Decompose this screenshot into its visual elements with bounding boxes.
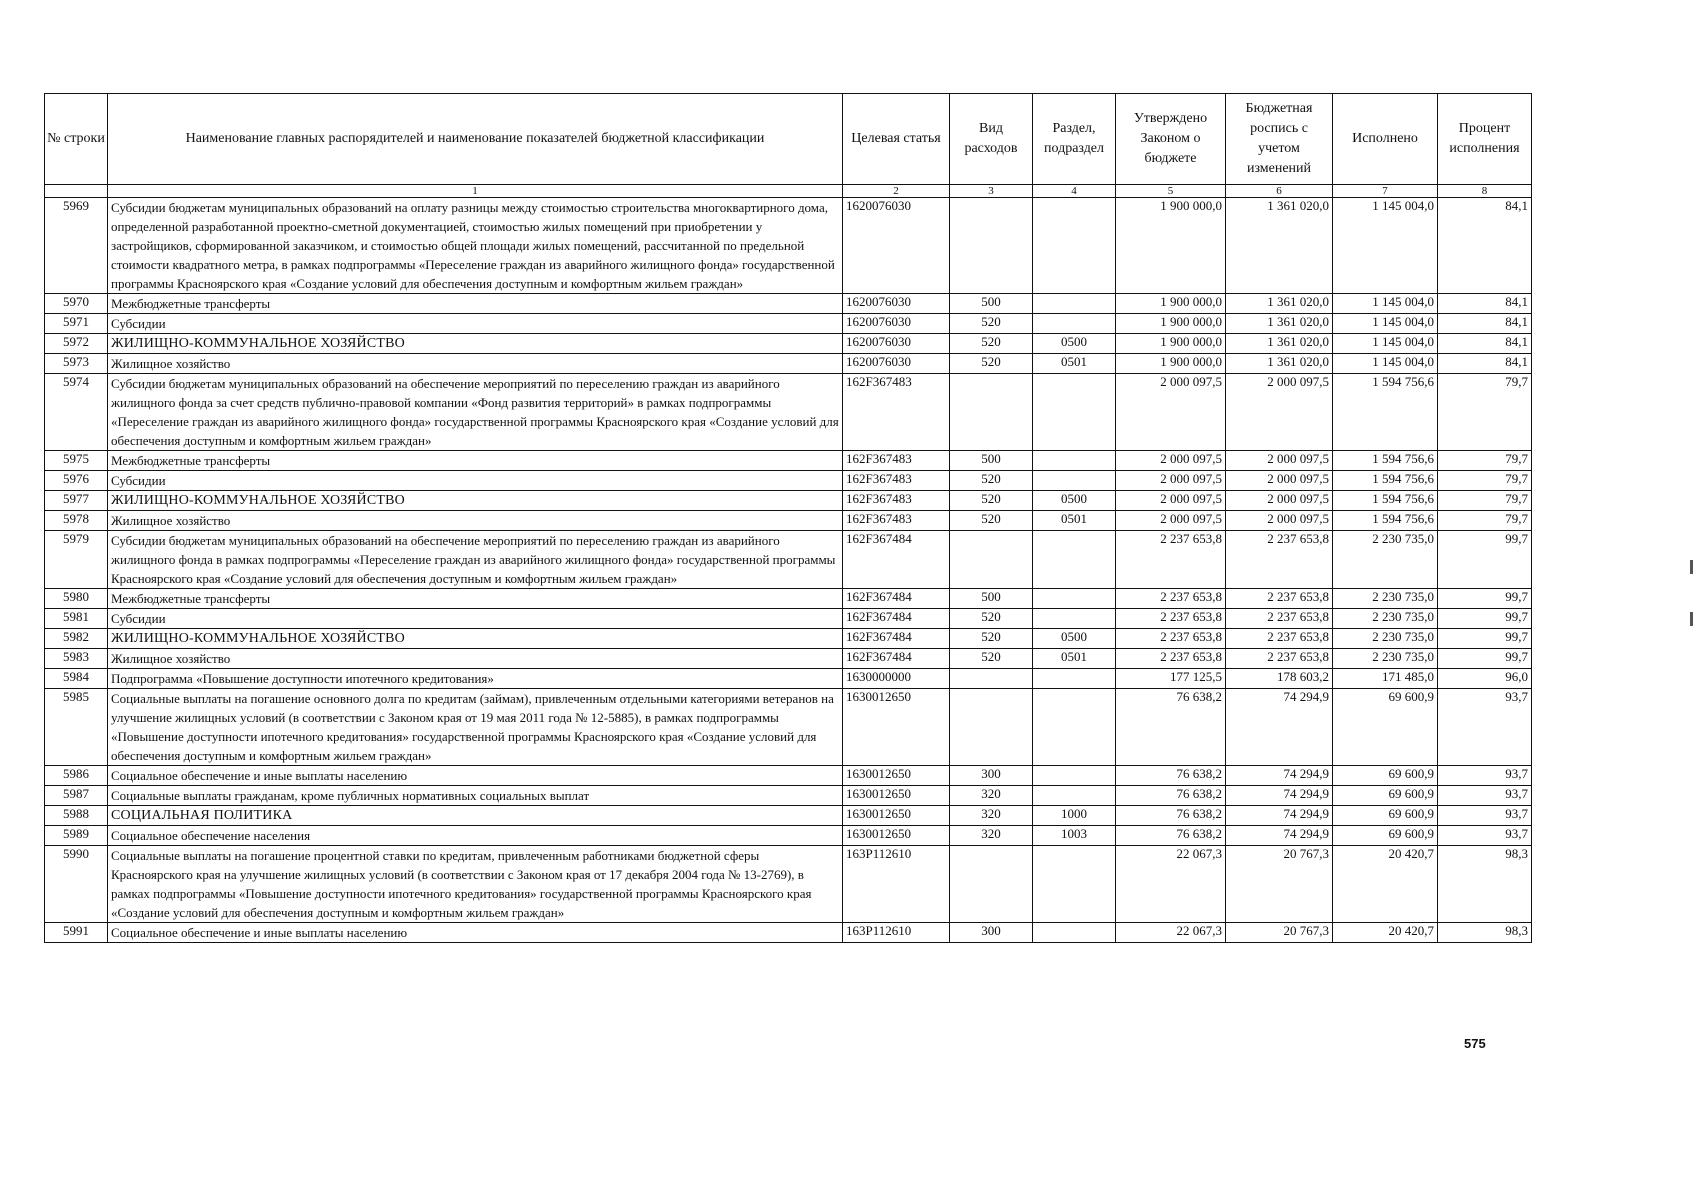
cell-target: 162F367483 — [843, 451, 950, 471]
cell-name: Социальные выплаты гражданам, кроме публичных нормативных социальных выплат — [108, 786, 843, 806]
cell-schedule: 74 294,9 — [1226, 806, 1333, 826]
table-row — [45, 589, 1532, 609]
cell-percent: 84,1 — [1438, 198, 1532, 294]
cell-name: Социальные выплаты на погашение основного долга по кредитам (займам), привлеченным отдельными категориями ветеранов на улучшение жилищных условий (в соответствии с Законом края от 19 мая 2011 года № 12-5885), в рамках подпрограммы «Повышение доступности ипотечного кредитования» государственной программы Красноярского края «Создание условий для обеспечения доступным и комфортным жильем граждан» — [108, 689, 843, 766]
header-row — [45, 94, 1532, 185]
cell-executed: 2 230 735,0 — [1333, 609, 1438, 629]
cell-executed: 20 420,7 — [1333, 846, 1438, 923]
column-number: 3 — [950, 185, 1033, 198]
cell-schedule: 1 361 020,0 — [1226, 354, 1333, 374]
cell-schedule: 2 237 653,8 — [1226, 531, 1333, 589]
cell-schedule: 2 000 097,5 — [1226, 491, 1333, 511]
table-body — [45, 198, 1532, 943]
cell-section — [1033, 198, 1116, 294]
cell-schedule: 74 294,9 — [1226, 826, 1333, 846]
cell-exp-type: 520 — [950, 471, 1033, 491]
cell-name: Жилищное хозяйство — [108, 354, 843, 374]
cell-section: 0501 — [1033, 649, 1116, 669]
cell-approved: 2 237 653,8 — [1116, 531, 1226, 589]
cell-approved: 2 237 653,8 — [1116, 589, 1226, 609]
page-number: 575 — [1464, 1036, 1486, 1051]
cell-target: 1620076030 — [843, 198, 950, 294]
table-row — [45, 629, 1532, 649]
cell-percent: 96,0 — [1438, 669, 1532, 689]
cell-row-no: 5980 — [45, 589, 108, 609]
cell-exp-type — [950, 689, 1033, 766]
cell-row-no: 5969 — [45, 198, 108, 294]
cell-row-no: 5991 — [45, 923, 108, 943]
cell-executed: 1 145 004,0 — [1333, 354, 1438, 374]
cell-schedule: 20 767,3 — [1226, 846, 1333, 923]
cell-name: ЖИЛИЩНО-КОММУНАЛЬНОЕ ХОЗЯЙСТВО — [108, 491, 843, 511]
cell-name: Субсидии бюджетам муниципальных образований на обеспечение мероприятий по переселению граждан из аварийного жилищного фонда за счет средств публично-правовой компании «Фонд развития территорий» в рамках подпрограммы «Переселение граждан из аварийного жилищного фонда» государственной программы Красноярского края «Создание условий для обеспечения доступным и комфортным жильем граждан» — [108, 374, 843, 451]
cell-name: Субсидии бюджетам муниципальных образований на обеспечение мероприятий по переселению граждан из аварийного жилищного фонда в рамках подпрограммы «Переселение граждан из аварийного жилищного фонда» государственной программы Красноярского края «Создание условий для обеспечения доступным и комфортным жильем граждан» — [108, 531, 843, 589]
cell-percent: 79,7 — [1438, 491, 1532, 511]
table-row — [45, 491, 1532, 511]
cell-schedule: 178 603,2 — [1226, 669, 1333, 689]
cell-target: 162F367484 — [843, 589, 950, 609]
cell-section — [1033, 451, 1116, 471]
cell-percent: 98,3 — [1438, 923, 1532, 943]
cell-target: 1630012650 — [843, 806, 950, 826]
header-section: Раздел, подраздел — [1033, 94, 1116, 185]
column-number: 5 — [1116, 185, 1226, 198]
cell-name: Субсидии бюджетам муниципальных образований на оплату разницы между стоимостью строительства многоквартирного дома, определенной разработанной проектно-сметной документацией, стоимостью жилых помещений при приобретении у застройщиков, сформированной заказчиком, и стоимостью общей площади жилых помещений, рассчитанной по предельной стоимости квадратного метра, в рамках подпрограммы «Переселение граждан из аварийного жилищного фонда» государственной программы Красноярского края «Создание условий для обеспечения доступным и комфортным жильем граждан» — [108, 198, 843, 294]
cell-executed: 1 594 756,6 — [1333, 511, 1438, 531]
cell-section — [1033, 786, 1116, 806]
cell-name: Межбюджетные трансферты — [108, 294, 843, 314]
cell-row-no: 5975 — [45, 451, 108, 471]
cell-executed: 1 594 756,6 — [1333, 491, 1438, 511]
cell-percent: 93,7 — [1438, 826, 1532, 846]
table-row — [45, 531, 1532, 589]
cell-exp-type: 520 — [950, 511, 1033, 531]
cell-schedule: 2 000 097,5 — [1226, 471, 1333, 491]
cell-schedule: 74 294,9 — [1226, 786, 1333, 806]
cell-name: Социальное обеспечение и иные выплаты населению — [108, 766, 843, 786]
cell-section — [1033, 294, 1116, 314]
cell-row-no: 5989 — [45, 826, 108, 846]
cell-percent: 84,1 — [1438, 354, 1532, 374]
cell-target: 162F367483 — [843, 511, 950, 531]
cell-section: 1000 — [1033, 806, 1116, 826]
table-row — [45, 689, 1532, 766]
cell-exp-type: 500 — [950, 589, 1033, 609]
cell-name: Субсидии — [108, 471, 843, 491]
cell-executed: 1 145 004,0 — [1333, 334, 1438, 354]
cell-section — [1033, 846, 1116, 923]
cell-exp-type — [950, 669, 1033, 689]
cell-target: 1620076030 — [843, 354, 950, 374]
cell-executed: 69 600,9 — [1333, 806, 1438, 826]
cell-target: 1630012650 — [843, 766, 950, 786]
cell-target: 1620076030 — [843, 334, 950, 354]
cell-row-no: 5976 — [45, 471, 108, 491]
table-row — [45, 354, 1532, 374]
cell-target: 163P112610 — [843, 923, 950, 943]
cell-exp-type: 300 — [950, 766, 1033, 786]
cell-exp-type — [950, 846, 1033, 923]
header-approved: Утверждено Законом о бюджете — [1116, 94, 1226, 185]
cell-schedule: 1 361 020,0 — [1226, 198, 1333, 294]
cell-schedule: 74 294,9 — [1226, 766, 1333, 786]
cell-approved: 76 638,2 — [1116, 806, 1226, 826]
cell-approved: 2 000 097,5 — [1116, 374, 1226, 451]
cell-target: 1630012650 — [843, 689, 950, 766]
cell-exp-type: 520 — [950, 491, 1033, 511]
cell-approved: 1 900 000,0 — [1116, 314, 1226, 334]
cell-approved: 1 900 000,0 — [1116, 354, 1226, 374]
cell-schedule: 2 237 653,8 — [1226, 629, 1333, 649]
cell-section: 0500 — [1033, 334, 1116, 354]
cell-exp-type: 520 — [950, 334, 1033, 354]
cell-row-no: 5982 — [45, 629, 108, 649]
cell-exp-type: 520 — [950, 649, 1033, 669]
cell-exp-type: 500 — [950, 294, 1033, 314]
cell-name: Социальные выплаты на погашение процентной ставки по кредитам, привлеченным работниками бюджетной сферы Красноярского края на улучшение жилищных условий (в соответствии с Законом края от 17 декабря 2004 года № 13-2769), в рамках подпрограммы «Повышение доступности ипотечного кредитования» государственной программы Красноярского края «Создание условий для обеспечения доступным и комфортным жильем граждан» — [108, 846, 843, 923]
cell-executed: 1 145 004,0 — [1333, 198, 1438, 294]
header-target: Целевая статья — [843, 94, 950, 185]
column-numbers-row — [45, 185, 1532, 198]
table-row — [45, 334, 1532, 354]
cell-percent: 84,1 — [1438, 294, 1532, 314]
cell-approved: 22 067,3 — [1116, 846, 1226, 923]
cell-exp-type — [950, 531, 1033, 589]
table-row — [45, 826, 1532, 846]
cell-executed: 2 230 735,0 — [1333, 531, 1438, 589]
cell-target: 1630012650 — [843, 786, 950, 806]
table-row — [45, 923, 1532, 943]
cell-target: 163P112610 — [843, 846, 950, 923]
column-number: 8 — [1438, 185, 1532, 198]
cell-approved: 2 237 653,8 — [1116, 649, 1226, 669]
table-row — [45, 669, 1532, 689]
cell-percent: 79,7 — [1438, 471, 1532, 491]
cell-row-no: 5988 — [45, 806, 108, 826]
table-row — [45, 451, 1532, 471]
cell-section — [1033, 669, 1116, 689]
cell-approved: 2 000 097,5 — [1116, 471, 1226, 491]
table-row — [45, 294, 1532, 314]
cell-exp-type: 320 — [950, 806, 1033, 826]
cell-section: 0500 — [1033, 629, 1116, 649]
cell-section — [1033, 531, 1116, 589]
cell-row-no: 5973 — [45, 354, 108, 374]
cell-approved: 2 000 097,5 — [1116, 451, 1226, 471]
cell-executed: 1 145 004,0 — [1333, 294, 1438, 314]
budget-execution-table — [44, 93, 1532, 943]
cell-target: 162F367484 — [843, 531, 950, 589]
cell-target: 1630012650 — [843, 826, 950, 846]
table-row — [45, 786, 1532, 806]
cell-schedule: 2 237 653,8 — [1226, 649, 1333, 669]
cell-exp-type: 520 — [950, 354, 1033, 374]
cell-executed: 69 600,9 — [1333, 766, 1438, 786]
cell-section — [1033, 589, 1116, 609]
cell-percent: 99,7 — [1438, 589, 1532, 609]
scan-edge-mark — [1690, 560, 1693, 574]
cell-row-no: 5981 — [45, 609, 108, 629]
cell-executed: 20 420,7 — [1333, 923, 1438, 943]
column-number: 4 — [1033, 185, 1116, 198]
cell-exp-type: 520 — [950, 609, 1033, 629]
cell-row-no: 5990 — [45, 846, 108, 923]
cell-schedule: 2 237 653,8 — [1226, 609, 1333, 629]
cell-percent: 93,7 — [1438, 806, 1532, 826]
cell-name: Субсидии — [108, 314, 843, 334]
cell-percent: 79,7 — [1438, 374, 1532, 451]
cell-percent: 84,1 — [1438, 314, 1532, 334]
cell-percent: 93,7 — [1438, 689, 1532, 766]
cell-schedule: 2 000 097,5 — [1226, 451, 1333, 471]
cell-percent: 98,3 — [1438, 846, 1532, 923]
table-row — [45, 609, 1532, 629]
table-row — [45, 314, 1532, 334]
cell-exp-type: 520 — [950, 629, 1033, 649]
cell-section — [1033, 766, 1116, 786]
cell-approved: 76 638,2 — [1116, 766, 1226, 786]
column-number: 6 — [1226, 185, 1333, 198]
cell-name: Субсидии — [108, 609, 843, 629]
cell-approved: 2 237 653,8 — [1116, 629, 1226, 649]
cell-section — [1033, 689, 1116, 766]
cell-exp-type — [950, 198, 1033, 294]
cell-name: СОЦИАЛЬНАЯ ПОЛИТИКА — [108, 806, 843, 826]
cell-executed: 1 594 756,6 — [1333, 374, 1438, 451]
cell-approved: 76 638,2 — [1116, 786, 1226, 806]
cell-section: 1003 — [1033, 826, 1116, 846]
cell-name: Межбюджетные трансферты — [108, 589, 843, 609]
cell-exp-type: 320 — [950, 786, 1033, 806]
cell-target: 162F367483 — [843, 374, 950, 451]
header-percent: Процент исполнения — [1438, 94, 1532, 185]
cell-row-no: 5974 — [45, 374, 108, 451]
column-number: 1 — [108, 185, 843, 198]
cell-schedule: 1 361 020,0 — [1226, 334, 1333, 354]
header-executed: Исполнено — [1333, 94, 1438, 185]
cell-approved: 1 900 000,0 — [1116, 334, 1226, 354]
table-row — [45, 649, 1532, 669]
table-row — [45, 374, 1532, 451]
cell-section — [1033, 374, 1116, 451]
cell-section — [1033, 471, 1116, 491]
header-schedule: Бюджетная роспись с учетом изменений — [1226, 94, 1333, 185]
cell-approved: 2 000 097,5 — [1116, 511, 1226, 531]
cell-section — [1033, 314, 1116, 334]
cell-approved: 76 638,2 — [1116, 826, 1226, 846]
cell-executed: 1 145 004,0 — [1333, 314, 1438, 334]
cell-executed: 69 600,9 — [1333, 786, 1438, 806]
cell-target: 1630000000 — [843, 669, 950, 689]
cell-row-no: 5985 — [45, 689, 108, 766]
cell-row-no: 5983 — [45, 649, 108, 669]
cell-percent: 93,7 — [1438, 786, 1532, 806]
cell-exp-type: 300 — [950, 923, 1033, 943]
cell-executed: 171 485,0 — [1333, 669, 1438, 689]
cell-name: Жилищное хозяйство — [108, 511, 843, 531]
cell-schedule: 1 361 020,0 — [1226, 294, 1333, 314]
cell-row-no: 5970 — [45, 294, 108, 314]
cell-approved: 2 000 097,5 — [1116, 491, 1226, 511]
cell-name: ЖИЛИЩНО-КОММУНАЛЬНОЕ ХОЗЯЙСТВО — [108, 629, 843, 649]
table-row — [45, 511, 1532, 531]
cell-section: 0501 — [1033, 354, 1116, 374]
cell-percent: 99,7 — [1438, 649, 1532, 669]
cell-name: Социальное обеспечение и иные выплаты населению — [108, 923, 843, 943]
cell-approved: 177 125,5 — [1116, 669, 1226, 689]
column-number: 2 — [843, 185, 950, 198]
table-row — [45, 198, 1532, 294]
cell-target: 162F367484 — [843, 629, 950, 649]
cell-executed: 2 230 735,0 — [1333, 649, 1438, 669]
cell-percent: 99,7 — [1438, 629, 1532, 649]
cell-percent: 79,7 — [1438, 451, 1532, 471]
cell-schedule: 2 000 097,5 — [1226, 511, 1333, 531]
cell-approved: 76 638,2 — [1116, 689, 1226, 766]
cell-approved: 22 067,3 — [1116, 923, 1226, 943]
cell-executed: 2 230 735,0 — [1333, 629, 1438, 649]
cell-schedule: 1 361 020,0 — [1226, 314, 1333, 334]
cell-name: Жилищное хозяйство — [108, 649, 843, 669]
header-row-no: № строки — [45, 94, 108, 185]
cell-row-no: 5972 — [45, 334, 108, 354]
table-row — [45, 471, 1532, 491]
cell-percent: 99,7 — [1438, 531, 1532, 589]
scan-edge-mark — [1690, 612, 1693, 626]
cell-schedule: 20 767,3 — [1226, 923, 1333, 943]
cell-name: ЖИЛИЩНО-КОММУНАЛЬНОЕ ХОЗЯЙСТВО — [108, 334, 843, 354]
cell-section — [1033, 609, 1116, 629]
cell-name: Социальное обеспечение населения — [108, 826, 843, 846]
cell-target: 162F367484 — [843, 649, 950, 669]
table-row — [45, 806, 1532, 826]
cell-exp-type: 500 — [950, 451, 1033, 471]
cell-name: Подпрограмма «Повышение доступности ипотечного кредитования» — [108, 669, 843, 689]
cell-target: 1620076030 — [843, 294, 950, 314]
cell-percent: 93,7 — [1438, 766, 1532, 786]
column-number-blank — [45, 185, 108, 198]
cell-schedule: 2 000 097,5 — [1226, 374, 1333, 451]
cell-section — [1033, 923, 1116, 943]
cell-row-no: 5979 — [45, 531, 108, 589]
cell-section: 0500 — [1033, 491, 1116, 511]
cell-approved: 2 237 653,8 — [1116, 609, 1226, 629]
cell-approved: 1 900 000,0 — [1116, 294, 1226, 314]
cell-executed: 1 594 756,6 — [1333, 471, 1438, 491]
cell-percent: 99,7 — [1438, 609, 1532, 629]
cell-percent: 79,7 — [1438, 511, 1532, 531]
cell-approved: 1 900 000,0 — [1116, 198, 1226, 294]
column-number: 7 — [1333, 185, 1438, 198]
header-exp-type: Вид расходов — [950, 94, 1033, 185]
cell-exp-type: 520 — [950, 314, 1033, 334]
cell-percent: 84,1 — [1438, 334, 1532, 354]
cell-executed: 2 230 735,0 — [1333, 589, 1438, 609]
cell-schedule: 74 294,9 — [1226, 689, 1333, 766]
table-row — [45, 766, 1532, 786]
cell-section: 0501 — [1033, 511, 1116, 531]
cell-row-no: 5986 — [45, 766, 108, 786]
cell-row-no: 5987 — [45, 786, 108, 806]
cell-exp-type — [950, 374, 1033, 451]
cell-target: 162F367483 — [843, 491, 950, 511]
cell-row-no: 5984 — [45, 669, 108, 689]
cell-executed: 69 600,9 — [1333, 689, 1438, 766]
cell-target: 162F367483 — [843, 471, 950, 491]
cell-schedule: 2 237 653,8 — [1226, 589, 1333, 609]
cell-exp-type: 320 — [950, 826, 1033, 846]
cell-row-no: 5977 — [45, 491, 108, 511]
cell-executed: 1 594 756,6 — [1333, 451, 1438, 471]
cell-name: Межбюджетные трансферты — [108, 451, 843, 471]
header-name: Наименование главных распорядителей и наименование показателей бюджетной классификации — [108, 94, 843, 185]
cell-row-no: 5978 — [45, 511, 108, 531]
cell-target: 162F367484 — [843, 609, 950, 629]
cell-target: 1620076030 — [843, 314, 950, 334]
cell-executed: 69 600,9 — [1333, 826, 1438, 846]
table-row — [45, 846, 1532, 923]
cell-row-no: 5971 — [45, 314, 108, 334]
